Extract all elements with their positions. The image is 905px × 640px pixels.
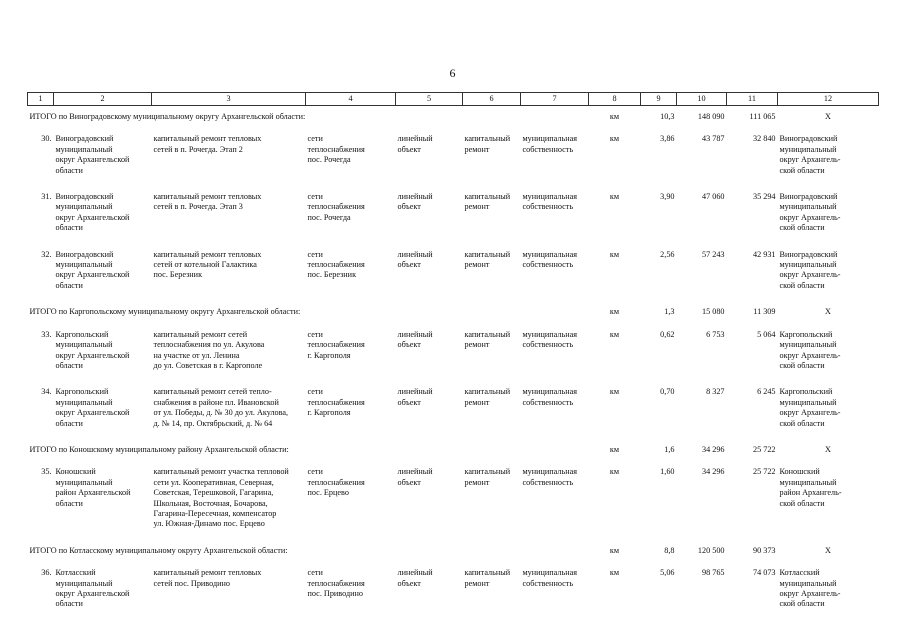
table-body [28,106,879,620]
object-name-cell: капитальный ремонт тепловых сетей от котельной Галактика пос. Березник [153,249,262,280]
column-number-row [28,93,879,106]
cost-cell: 34 296 [701,444,725,454]
table-row [28,324,879,382]
network-cell: сети теплоснабжения пос. Ерцево [307,467,365,498]
object-type-cell: линейный объект [397,329,433,350]
unit-cell: км [609,112,620,121]
unit-cell: км [609,307,620,317]
recipient-cell: Виноградовский муниципальный округ Архангель- ской области [779,134,841,175]
unit-cell: км [609,545,620,555]
table-row [28,381,879,439]
cost-cell: 47 060 [701,192,725,202]
ownership-cell: муниципальная собственность [522,467,577,487]
work-type-cell: капитальный ремонт [464,329,511,350]
column-header: 3 [152,93,306,106]
municipality-cell: Котласский муниципальный округ Архангельской области [55,568,130,609]
row-number: 34. [41,387,52,397]
funds-cell: 11 309 [753,307,776,317]
work-type-cell: капитальный ремонт [464,568,511,588]
cost-cell: 98 765 [701,568,725,578]
row-number: 31. [41,192,52,202]
table-row [28,461,879,539]
row-number: 35. [41,467,52,477]
ownership-cell: муниципальная собственность [522,329,577,350]
subtotal-label: ИТОГО по Коношскому муниципальному району Архангельской области: [29,444,289,454]
municipality-cell: Виноградовский муниципальный округ Архангельской области [55,192,130,233]
x-cell: X [825,444,831,454]
x-cell: X [825,112,831,121]
subtotal-row [28,540,879,562]
network-cell: сети теплоснабжения пос. Березник [307,249,365,280]
work-type-cell: капитальный ремонт [464,467,511,487]
investment-table [27,92,879,620]
length-cell: 10,3 [660,112,675,121]
length-cell: 8,8 [664,545,675,555]
column-header: 10 [677,93,727,106]
length-cell: 1,6 [664,444,675,454]
unit-cell: км [609,249,620,259]
column-header: 9 [641,93,677,106]
length-cell: 0,70 [660,387,675,397]
column-header: 6 [463,93,521,106]
subtotal-label: ИТОГО по Виноградовскому муниципальному округу Архангельской области: [29,112,306,121]
subtotal-row [28,106,879,129]
cost-cell: 148 090 [697,112,725,121]
unit-cell: км [609,387,620,397]
ownership-cell: муниципальная собственность [522,134,577,154]
table-row [28,186,879,244]
cost-cell: 120 500 [697,545,725,555]
column-header: 5 [396,93,463,106]
row-number: 36. [41,568,52,578]
funds-cell: 35 294 [752,192,776,202]
row-number: 30. [41,134,52,144]
cost-cell: 57 243 [701,249,725,259]
object-type-cell: линейный объект [397,467,433,487]
unit-cell: км [609,134,620,144]
length-cell: 0,62 [660,329,675,339]
object-name-cell: капитальный ремонт тепловых сетей в п. Рочегда. Этап 2 [153,134,262,154]
page-number: 6 [449,66,456,80]
network-cell: сети теплоснабжения пос. Рочегда [307,192,365,222]
object-type-cell: линейный объект [397,387,433,407]
cost-cell: 15 080 [701,307,725,317]
object-type-cell: линейный объект [397,249,433,270]
object-name-cell: капитальный ремонт тепловых сетей пос. Приводино [153,568,262,588]
object-name-cell: капитальный ремонт тепловых сетей в п. Рочегда. Этап 3 [153,192,262,212]
length-cell: 1,3 [664,307,675,317]
work-type-cell: капитальный ремонт [464,249,511,270]
work-type-cell: капитальный ремонт [464,134,511,154]
object-type-cell: линейный объект [397,192,433,212]
object-type-cell: линейный объект [397,568,433,588]
network-cell: сети теплоснабжения пос. Приводино [307,568,365,598]
row-number: 33. [41,329,52,339]
funds-cell: 6 245 [757,387,776,397]
funds-cell: 42 931 [752,249,776,259]
length-cell: 1,60 [660,467,675,477]
unit-cell: км [609,192,620,202]
unit-cell: км [609,467,620,477]
unit-cell: км [609,444,620,454]
ownership-cell: муниципальная собственность [522,249,577,270]
municipality-cell: Виноградовский муниципальный округ Архангельской области [55,134,130,175]
funds-cell: 5 064 [757,329,776,339]
cost-cell: 8 327 [706,387,725,397]
length-cell: 5,06 [660,568,675,578]
ownership-cell: муниципальная собственность [522,387,577,407]
recipient-cell: Каргопольский муниципальный округ Архангель- ской области [779,387,841,428]
funds-cell: 25 722 [752,467,776,477]
subtotal-label: ИТОГО по Котласскому муниципальному округу Архангельской области: [29,545,288,555]
length-cell: 2,56 [660,249,675,259]
column-header: 12 [778,93,879,106]
table-row [28,244,879,302]
object-type-cell: линейный объект [397,134,433,154]
column-header: 4 [306,93,396,106]
table-row [28,562,879,620]
recipient-cell: Виноградовский муниципальный округ Архангель- ской области [779,192,841,233]
funds-cell: 32 840 [752,134,776,144]
municipality-cell: Каргопольский муниципальный округ Архангельской области [55,387,130,428]
cost-cell: 43 787 [701,134,725,144]
object-name-cell: капитальный ремонт сетей тепло- снабжения в районе пл. Ивановской от ул. Победы, д. № 30 до ул. Акулова, д. № 14, пр. Октябрьский, д. № 64 [153,387,289,428]
length-cell: 3,90 [660,192,675,202]
network-cell: сети теплоснабжения пос. Рочегда [307,134,365,165]
column-header: 2 [54,93,152,106]
ownership-cell: муниципальная собственность [522,568,577,588]
subtotal-label: ИТОГО по Каргопольскому муниципальному округу Архангельской области: [29,307,301,317]
column-header: 7 [521,93,589,106]
recipient-cell: Котласский муниципальный округ Архангель- ской области [779,568,841,609]
object-name-cell: капитальный ремонт сетей теплоснабжения по ул. Акулова на участке от ул. Ленина до ул. Советская в г. Каргополе [153,329,265,370]
funds-cell: 25 722 [752,444,776,454]
recipient-cell: Виноградовский муниципальный округ Архангель- ской области [779,249,841,290]
network-cell: сети теплоснабжения г. Каргополя [307,329,365,360]
unit-cell: км [609,568,620,578]
recipient-cell: Коношский муниципальный район Архангель- ской области [779,467,842,508]
subtotal-row [28,301,879,323]
municipality-cell: Коношский муниципальный район Архангельской области [55,467,131,508]
unit-cell: км [609,329,620,339]
table-row [28,128,879,186]
recipient-cell: Каргопольский муниципальный округ Архангель- ской области [779,329,841,370]
length-cell: 3,86 [660,134,675,144]
funds-cell: 111 065 [749,112,776,121]
subtotal-row [28,439,879,461]
work-type-cell: капитальный ремонт [464,192,511,212]
column-header: 11 [727,93,778,106]
column-header: 1 [28,93,54,106]
column-header: 8 [589,93,641,106]
funds-cell: 74 073 [752,568,776,578]
cost-cell: 34 296 [701,467,725,477]
municipality-cell: Каргопольский муниципальный округ Архангельской области [55,329,130,370]
work-type-cell: капитальный ремонт [464,387,511,407]
x-cell: X [825,545,831,555]
cost-cell: 6 753 [706,329,725,339]
network-cell: сети теплоснабжения г. Каргополя [307,387,365,418]
municipality-cell: Виноградовский муниципальный округ Архангельской области [55,249,130,290]
x-cell: X [825,307,831,317]
ownership-cell: муниципальная собственность [522,192,577,212]
object-name-cell: капитальный ремонт участка тепловой сети ул. Кооперативная, Северная, Советская, Терешковой, Гагарина, Школьная, Восточная, Бочарова, Гагарина-Пересечная, компенсатор ул. Южная-Динамо пос. Ерцево [153,467,289,529]
funds-cell: 90 373 [752,545,776,555]
row-number: 32. [41,249,52,259]
